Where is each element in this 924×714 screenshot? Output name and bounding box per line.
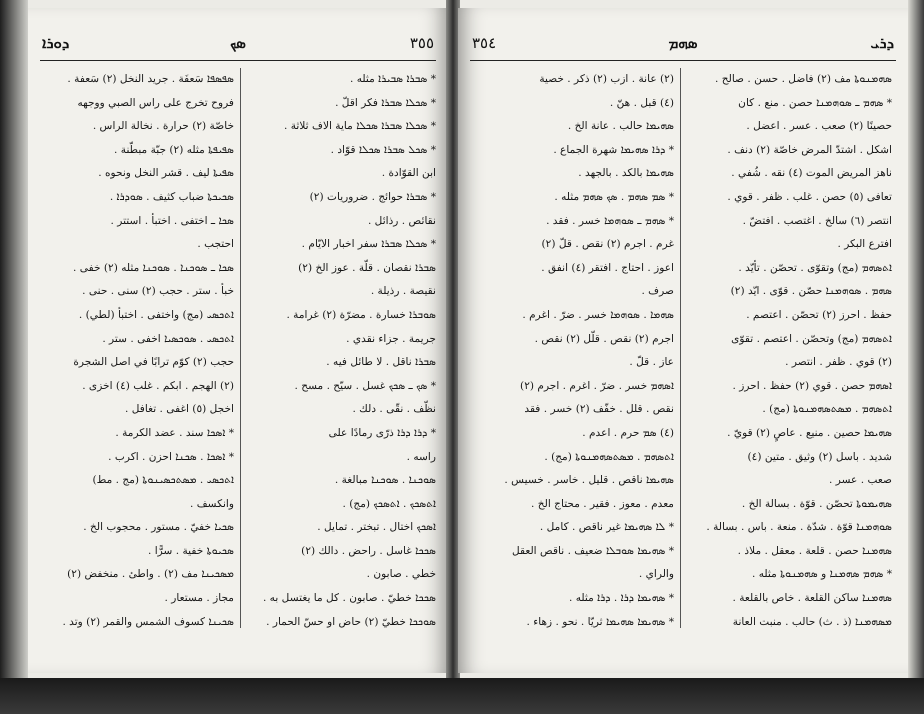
- right-column-divider: [680, 68, 681, 628]
- dictionary-line: جريمة . جزاء نقدي .: [346, 332, 436, 345]
- dictionary-line: * ܕܪܐ ܕܪܐ ذرّى رمادًا على: [328, 426, 436, 439]
- dictionary-line: (٤) ܣܡ حرم . اعدم .: [582, 426, 674, 439]
- dictionary-line: غرم . اجرم (٢) نقص . قلّ (٢): [541, 238, 674, 251]
- right-page-edge: [908, 0, 924, 678]
- dictionary-line: ܣܦܝܦܬܐ مثله (٢) جبّة مبطّنة .: [114, 143, 234, 156]
- dictionary-line: (٢) عانة . ازب (٢) ذكر . خصية: [539, 73, 674, 85]
- dictionary-line: فروح تخرج على راس الصبي ووجهه: [77, 96, 234, 109]
- dictionary-line: ܐܬܣܗܡ . ܡܣܬܣܗܡܢܘܬܐ (مج) .: [762, 403, 892, 416]
- dictionary-line: ܣܗܝܡܘܬܐ تحصّن . قوّة . بسالة الخ .: [741, 497, 892, 510]
- dictionary-line: * ܣܡ ܣܗܡ . ܣܟ ܣܗܡ مثله .: [554, 190, 674, 203]
- right-header-rule: [470, 60, 896, 61]
- dictionary-line: انتصر (٦) سالخ . اغتصب . افتضّ .: [742, 214, 892, 227]
- dictionary-line: ܣܟܝܟܬܐ ضباب كثيف . ܣܘܕܪܐ .: [109, 190, 234, 203]
- dictionary-line: خطي . صابون .: [366, 568, 436, 581]
- dictionary-line: * ܕܪܐ ܣܗܝܡܐ شهرة الجماع .: [553, 143, 674, 156]
- dictionary-line: صعب . عسر .: [829, 474, 892, 487]
- dictionary-line: * ܣܒܪܐ حوائج . ضروريات (٢): [309, 190, 436, 203]
- dictionary-line: ܡܣܟܝܢܐ مف (٢) . واطئ . منخفض (٢): [67, 568, 234, 581]
- dictionary-line: * ܣܟܠܐ ܣܒܪܐ سفر اخبار الايّام .: [301, 238, 436, 251]
- dictionary-line: (٤) قبل . هنّ .: [609, 96, 674, 109]
- left-page-number: ٣٥٥: [409, 34, 434, 52]
- dictionary-line: ܣܟܝܘܬܐ خفية . سرًّا .: [147, 544, 234, 557]
- dictionary-line: ܣܟܟܐ غاسل . راحض . دالك (٢): [301, 544, 436, 557]
- left-page: [28, 8, 448, 673]
- dictionary-line: ܣܘܟܟܐ خطيّ (٢) حاض او حسّ الحمار .: [266, 615, 436, 628]
- dictionary-line: ابن القوّادة .: [381, 167, 436, 180]
- dictionary-line: نظّف . نقّى . دلك .: [352, 403, 436, 416]
- dictionary-line: اشكل . اشتدّ المرض خاصّة (٢) دنف .: [727, 143, 892, 156]
- left-page-edge: [0, 0, 28, 678]
- dictionary-line: (٢) قوي . ظفر . انتصر .: [785, 356, 892, 369]
- dictionary-line: ܣܒܪܐ نقصان . قلّة . عوز الخ (٢): [298, 261, 436, 274]
- dictionary-line: ܐܣܗܡ خسر . ضرّ . اغرم . اجرم (٢): [520, 379, 674, 392]
- dictionary-line: ܣܗܡܢܘܬܐ مف (٢) فاضل . حسن . صالح .: [715, 73, 892, 85]
- dictionary-line: * ܣܗܡ ܣܗܡܢܐ و ܣܗܡܢܘܬܐ مثله .: [751, 568, 892, 581]
- dictionary-line: ܣܘܗܡܢܐ قوّة . شدّة . منعة . باس . بسالة .: [706, 521, 892, 534]
- dictionary-line: راسه .: [406, 450, 436, 463]
- dictionary-line: تعافى (٥) حصن . غلب . ظفر . قوي .: [727, 190, 892, 203]
- dictionary-line: ܐܬܣܗܡ (مج) وتقوّى . تحصّن . تأيّد .: [738, 261, 892, 274]
- dictionary-line: ܣܟܟܐ خطيّ . صابون . كل ما يغتسل به .: [262, 592, 436, 605]
- dictionary-line: احتجب .: [197, 238, 234, 251]
- dictionary-line: (٢) الهجم . ابكم . غلب (٤) اخزى .: [82, 379, 234, 392]
- dictionary-line: ܣܗܡܢܐ حصن . قلعة . معقل . ملاذ .: [737, 544, 892, 557]
- dictionary-line: * ܣܒܪܐ ܣܒܝܪܐ مثله .: [349, 73, 436, 85]
- left-page-column-2: [246, 68, 436, 634]
- dictionary-line: ܣܦܣܦܐ سَعفَة . جريد النخل (٢) سَعفة .: [67, 73, 234, 85]
- dictionary-line: ܐܣܗܡ حصن . قوي (٢) حفظ . احرز .: [732, 379, 892, 392]
- dictionary-line: اخجل (٥) اغفى . تغافل .: [125, 403, 234, 416]
- dictionary-line: ܣܟܝܢܐ كسوف الشمس والقمر (٢) وتد .: [62, 615, 234, 628]
- dictionary-line: عاز . قلّ .: [629, 356, 674, 369]
- right-page-header: [472, 34, 894, 56]
- dictionary-line: ناهز المريض الموت (٤) نقه . شُفي .: [731, 167, 892, 180]
- dictionary-line: ܡܣܗܡܢܐ (ذ . ث) حالب . منبت العانة: [732, 615, 892, 628]
- dictionary-line: * ܣܟܠ ܣܒܪܐ ܣܟܠܐ قوّاد .: [330, 143, 436, 156]
- dictionary-line: حفظ . احرز (٢) تحصّن . اعتصم .: [746, 308, 892, 321]
- dictionary-line: وانكسف .: [189, 497, 234, 510]
- dictionary-line: * ܣܗܡ ـ ܣܘܗܡܢܐ حصن . منع . كان: [738, 96, 892, 109]
- right-page-column-2: [688, 68, 892, 634]
- dictionary-line: ܣܘܒܪܐ خسارة . مضرّة (٢) غرامة .: [286, 308, 436, 321]
- left-header-word: ܕܘܪܐ: [42, 34, 70, 52]
- dictionary-line: ܣܟܝܐ خفيّ . مستور . محجوب الخ .: [83, 521, 234, 534]
- dictionary-line: ܣܗܝܡܐ بالكد . بالجهد .: [578, 167, 674, 180]
- dictionary-line: * ܣܟܠܐ ܣܒܪܐ فكر اقلّ .: [335, 96, 436, 109]
- dictionary-line: * ܐܣܟܐ . ܣܟܢܐ احزن . اكرب .: [108, 450, 234, 463]
- dictionary-line: مجاز . مستعار .: [164, 592, 234, 605]
- dictionary-line: ܣܗܝܡܐ ناقص . قليل . خاسر . خسيس .: [504, 474, 674, 487]
- right-page: [458, 8, 908, 673]
- dictionary-line: ܐܬܟܣܝ (مج) واختفى . اختبأ (لطي) .: [78, 308, 234, 321]
- dictionary-line: اجرم (٢) نقص . قلّل (٢) نقص .: [534, 332, 674, 345]
- left-header-center-word: ܣܟ: [230, 34, 246, 52]
- dictionary-line: * ܣܟ ـ ܣܟܟ غسل . سيّح . مسح .: [294, 379, 436, 392]
- dictionary-line: ܣܟܐ ـ ܣܘܟܢܐ . ܣܘܟܢܐ مثله (٢) خفى .: [73, 261, 234, 274]
- dictionary-line: ܣܗܡܢܐ ساكن القلعة . خاص بالقلعة .: [732, 592, 892, 605]
- dictionary-line: ܐܣܟܟ اختال . تبختر . تمايل .: [317, 521, 436, 534]
- dictionary-line: * ܣܗܝܡܐ ܣܘܒܠܐ ضعيف . ناقص العقل: [511, 544, 674, 557]
- left-header-rule: [40, 60, 436, 61]
- dictionary-line: والراي .: [638, 568, 674, 581]
- dictionary-line: معدم . معوز . فقير . محتاج الخ .: [531, 497, 674, 510]
- dictionary-line: ܣܗܝܡܐ حصين . منيع . عاصٍ (٢) قويّ .: [727, 426, 892, 439]
- dictionary-line: * ܐܣܟܐ سند . عضد الكرمة .: [115, 426, 234, 439]
- dictionary-line: صرف .: [641, 285, 674, 298]
- dictionary-line: ܐܬܟܣܝ . ܣܘܟܣܝܐ اخفى . ستر .: [102, 332, 234, 345]
- right-header-center-word: ܣܗܡ: [668, 34, 698, 52]
- dictionary-line: ܣܒܪܐ ناقل . لا طائل فيه .: [326, 356, 436, 369]
- dictionary-line: ܐܬܣܗܡ . ܡܣܬܣܗܡܢܘܬܐ (مج) .: [544, 450, 674, 463]
- dictionary-line: خبأ . ستر . حجب (٢) سنى . حنى .: [82, 285, 234, 298]
- dictionary-line: ܣܟܐ ـ اختفى . اختبأ . استتر .: [110, 214, 234, 227]
- dictionary-line: اعوز . احتاج . افتقر (٤) انفق .: [541, 261, 674, 274]
- left-page-header: [42, 34, 434, 56]
- dictionary-line: * ܣܗܡ ـ ܣܘܗܡܐ خسر . فقد .: [546, 214, 674, 227]
- dictionary-line: نقيصة . رذيلة .: [370, 285, 436, 298]
- dictionary-line: ܐܬܣܟܟ . ܐܬܣܟܟ (مج) .: [342, 497, 436, 510]
- dictionary-line: ܣܗܡ . ܣܘܗܡܢܐ حصّن . قوّى . ايّد (٢): [730, 285, 892, 298]
- dictionary-line: حصينًا (٢) صعب . عسر . اعضل .: [746, 120, 892, 133]
- dictionary-line: * ܣܟܠܐ ܣܒܪܐ ܣܟܠܐ ماية الاف ثلاثة .: [283, 120, 436, 133]
- dictionary-line: ܐܬܣܗܡ (مج) وتحصّن . اعتصم . تقوّى: [731, 332, 892, 345]
- dictionary-line: حجب (٢) كوّم ترابًا في اصل الشجرة: [73, 356, 234, 369]
- dictionary-line: ܣܦܝܬܐ ليف . قشر النخل ونحوه .: [98, 167, 234, 180]
- dictionary-line: نقص . قلل . خفّف (٢) خسر . فقد: [524, 403, 674, 416]
- dictionary-line: * ܣܗܝܡܐ ܣܗܝܡܐ ثريّا . نحو . زهاء .: [526, 615, 674, 628]
- right-page-column-1: [474, 68, 674, 634]
- left-page-column-1: [42, 68, 234, 634]
- dictionary-line: شديد . باسل (٢) وثيق . متين (٤): [747, 450, 892, 463]
- dictionary-line: ܣܗܝܡܐ حالب . عانة الخ .: [567, 120, 674, 133]
- scan-bottom-shadow: [0, 678, 924, 714]
- right-header-word: ܕܪܝ: [870, 34, 894, 52]
- dictionary-line: افترع البكر .: [837, 238, 892, 251]
- dictionary-line: * ܠܐ ܣܗܝܡܐ غير ناقص . كامل .: [539, 521, 674, 534]
- dictionary-line: ܣܗܡܐ . ܣܘܗܡܐ خسر . ضرّ . اغرم .: [522, 308, 674, 321]
- dictionary-line: * ܣܗܝܡܐ ܕܪܐ . ܕܪܐ مثله .: [568, 592, 674, 605]
- right-page-number: ٣٥٤: [472, 34, 497, 52]
- dictionary-line: نقائص . رذائل .: [367, 214, 436, 227]
- dictionary-line: خاصّة (٢) حرارة . نخالة الراس .: [92, 120, 234, 133]
- left-column-divider: [240, 68, 241, 628]
- dictionary-line: ܐܬܟܣܝ . ܡܣܬܟܣܝܢܘܬܐ (مج . مط): [92, 474, 234, 487]
- dictionary-line: ܣܘܟܢܐ . ܣܘܟܢܐ مبالغة .: [334, 474, 436, 487]
